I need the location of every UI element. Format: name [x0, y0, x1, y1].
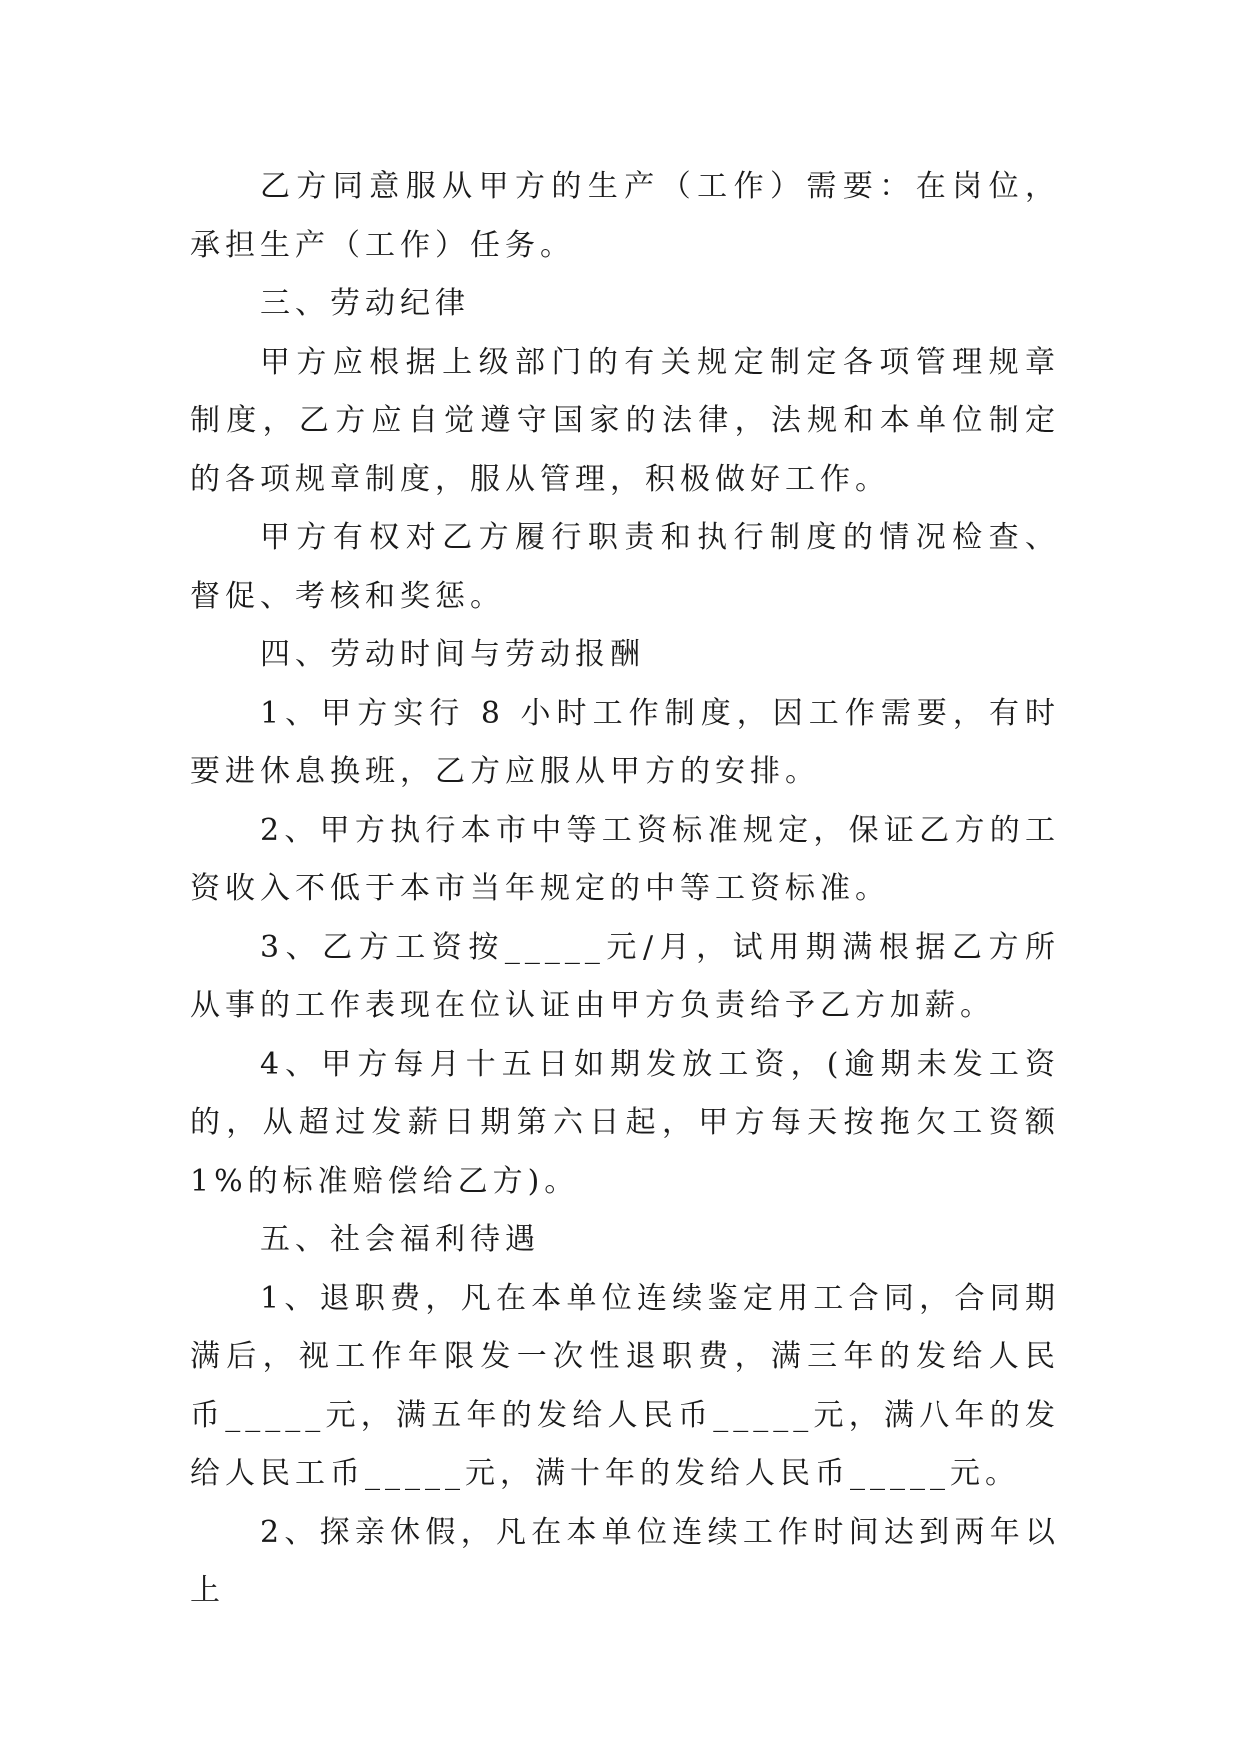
paragraph-payday: 4、甲方每月十五日如期发放工资，(逾期未发工资的，从超过发薪日期第六日起，甲方每天按拖欠工资额 1%的标准赔偿给乙方)。	[190, 1046, 1060, 1199]
paragraph-wage-amount: 3、乙方工资按_____元/月，试用期满根据乙方所从事的工作表现在位认证由甲方负责给予乙方加薪。	[190, 929, 1060, 1023]
document-body	[190, 158, 1060, 1621]
paragraph-rules: 甲方应根据上级部门的有关规定制定各项管理规章制度，乙方应自觉遵守国家的法律，法规和本单位制定的各项规章制度，服从管理，积极做好工作。	[190, 344, 1060, 497]
paragraph-hours: 1、甲方实行 8 小时工作制度，因工作需要，有时要进休息换班，乙方应服从甲方的安排。	[190, 695, 1060, 789]
heading-welfare: 五、社会福利待遇	[260, 1222, 540, 1257]
paragraph-severance: 1、退职费，凡在本单位连续鉴定用工合同，合同期满后，视工作年限发一次性退职费，满三年的发给人民币_____元，满五年的发给人民币_____元，满八年的发给人民工币_____元，满十年的发给人民币_____元。	[190, 1280, 1060, 1491]
paragraph-home-leave: 2、探亲休假，凡在本单位连续工作时间达到两年以上	[190, 1514, 1060, 1608]
paragraph-inspection: 甲方有权对乙方履行职责和执行制度的情况检查、督促、考核和奖惩。	[190, 520, 1060, 614]
paragraph-work-assignment: 乙方同意服从甲方的生产（工作）需要：在岗位，承担生产（工作）任务。	[190, 169, 1060, 263]
paragraph-wage-standard: 2、甲方执行本市中等工资标准规定，保证乙方的工资收入不低于本市当年规定的中等工资标准。	[190, 812, 1060, 906]
heading-hours-pay: 四、劳动时间与劳动报酬	[260, 637, 645, 672]
heading-labor-discipline: 三、劳动纪律	[260, 286, 470, 321]
